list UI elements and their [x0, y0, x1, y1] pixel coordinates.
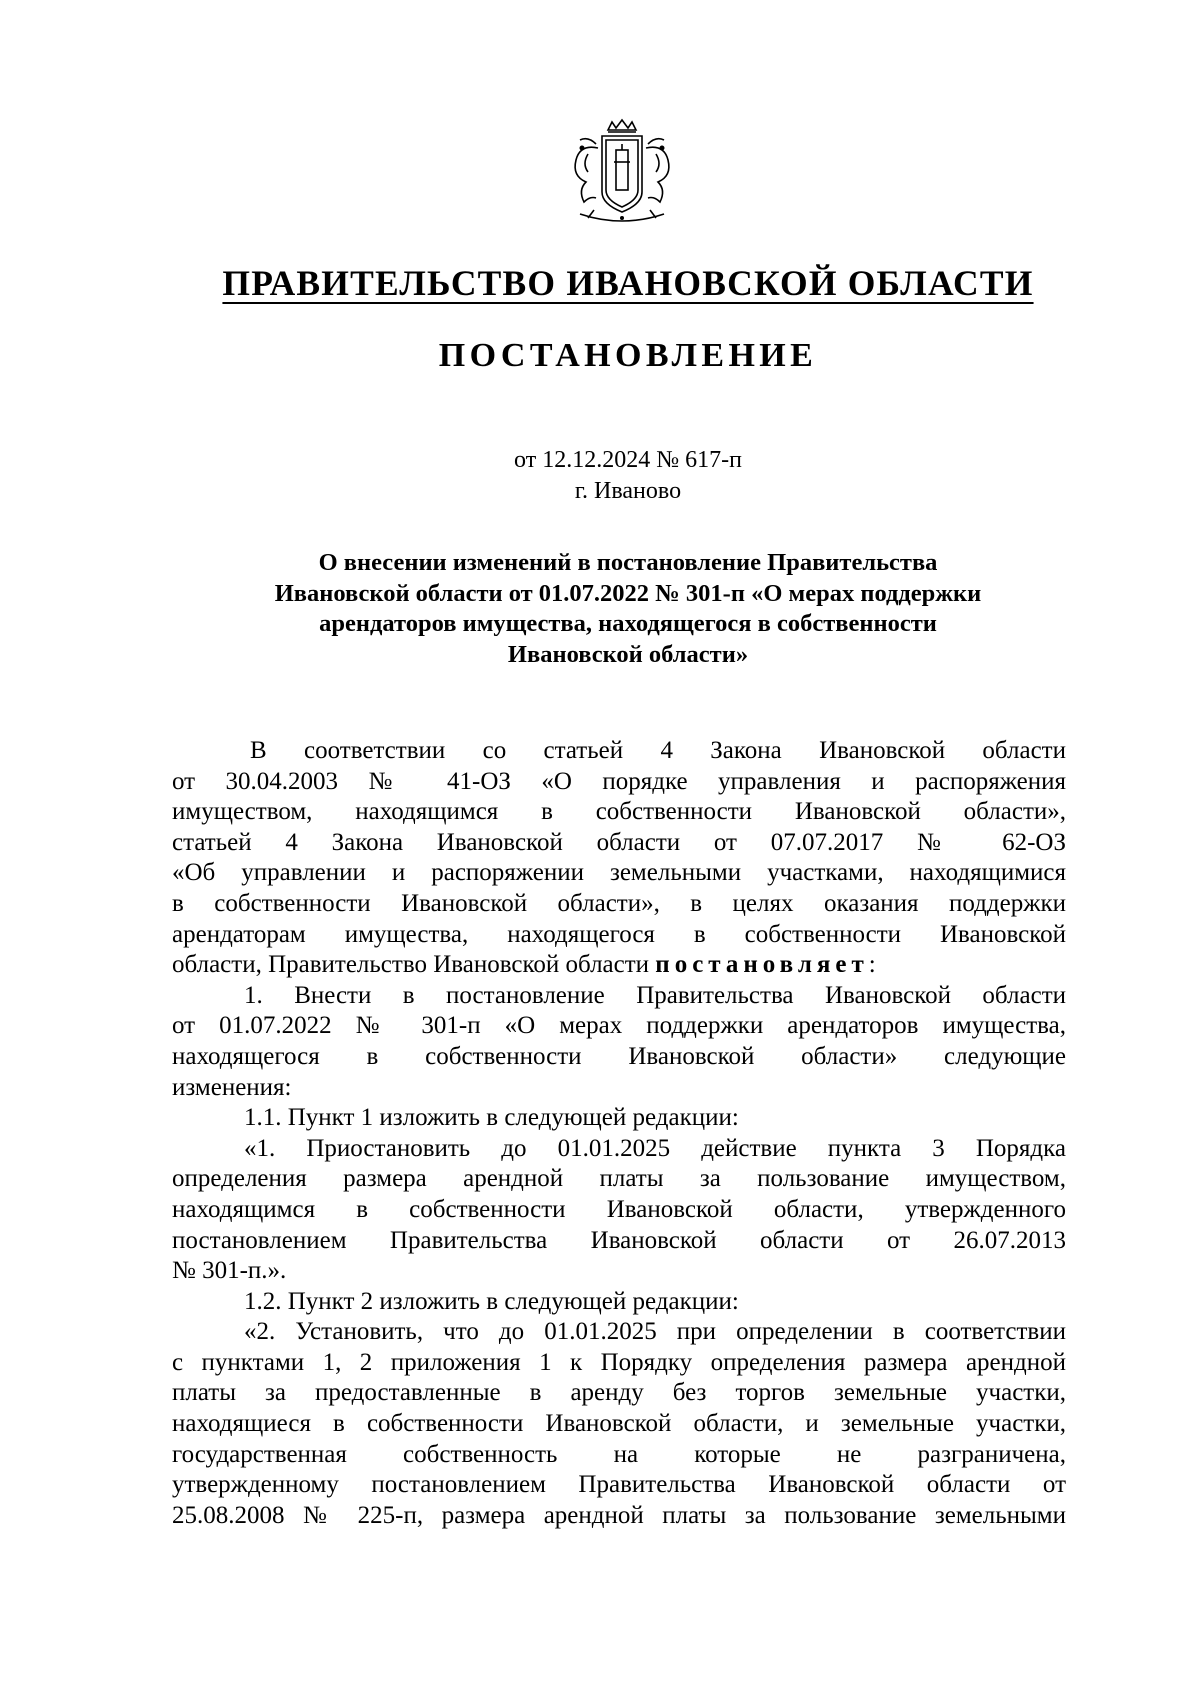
body-line: находящиеся в собственности Ивановской области, и земельные участки, — [172, 1410, 1066, 1438]
subject-line: арендаторов имущества, находящегося в собственности — [319, 610, 937, 637]
body-line: от 30.04.2003 № 41-ОЗ «О порядке управления и распоряжения — [172, 767, 1066, 795]
body-line: утвержденному постановлением Правительства Ивановской области от — [172, 1471, 1066, 1499]
subject-line: Ивановской области от 01.07.2022 № 301-п «О мерах поддержки — [274, 579, 982, 607]
body-line: «Об управлении и распоряжении земельными участками, находящимися — [172, 859, 1066, 887]
subject-line: О внесении изменений в постановление Правительства — [318, 549, 938, 576]
subject-line: Ивановской области» — [507, 640, 749, 668]
body-line: с пунктами 1, 2 приложения 1 к Порядку определения размера арендной — [172, 1348, 1066, 1376]
resolution-keyword: постановляет — [655, 951, 869, 979]
body-line: арендаторам имущества, находящегося в собственности Ивановской — [172, 920, 1066, 948]
document-date-number: от 12.12.2024 № 617-п — [514, 447, 742, 473]
body-line: имуществом, находящимся в собственности Ивановской области», — [172, 798, 1066, 826]
body-line: находящегося в собственности Ивановской области» следующие — [172, 1042, 1066, 1070]
body-line: 1. Внести в постановление Правительства Ивановской области — [244, 981, 1066, 1009]
body-line — [172, 950, 1066, 981]
body-line: 1.1. Пункт 1 изложить в следующей редакции: — [244, 1104, 739, 1132]
body-line: 1.2. Пункт 2 изложить в следующей редакции: — [244, 1287, 739, 1315]
body-line-text: области, Правительство Ивановской области — [172, 951, 656, 979]
body-line: статьей 4 Закона Ивановской области от 07.07.2017 № 62-ОЗ — [172, 828, 1066, 856]
document-city: г. Иваново — [574, 478, 682, 504]
body-line: изменения: — [172, 1073, 292, 1101]
body-line: В соответствии со статьей 4 Закона Ивановской области — [250, 737, 1066, 764]
body-line: государственная собственность на которые не разграничена, — [172, 1440, 1066, 1468]
document-body — [172, 736, 1066, 1531]
body-line: определения размера арендной платы за пользование имуществом, — [172, 1165, 1066, 1193]
body-line: «1. Приостановить до 01.01.2025 действие пункта 3 Порядка — [244, 1134, 1066, 1162]
body-line-end: : — [868, 951, 876, 979]
body-line: находящимся в собственности Ивановской области, утвержденного — [172, 1195, 1066, 1223]
body-line: от 01.07.2022 № 301-п «О мерах поддержки арендаторов имущества, — [172, 1012, 1066, 1040]
body-line: платы за предоставленные в аренду без торгов земельные участки, — [172, 1379, 1066, 1407]
government-title: ПРАВИТЕЛЬСТВО ИВАНОВСКОЙ ОБЛАСТИ — [222, 263, 1034, 303]
body-line: постановлением Правительства Ивановской области от 26.07.2013 — [172, 1226, 1066, 1254]
body-line: 25.08.2008 № 225-п, размера арендной платы за пользование земельными — [172, 1501, 1066, 1529]
body-line: «2. Установить, что до 01.01.2025 при определении в соответствии — [244, 1318, 1066, 1346]
body-line: в собственности Ивановской области», в целях оказания поддержки — [172, 889, 1066, 917]
document-subject — [170, 548, 1086, 670]
document-type-heading: ПОСТАНОВЛЕНИЕ — [438, 337, 818, 374]
body-line: № 301-п.». — [172, 1257, 287, 1285]
coat-of-arms-emblem — [558, 118, 686, 230]
